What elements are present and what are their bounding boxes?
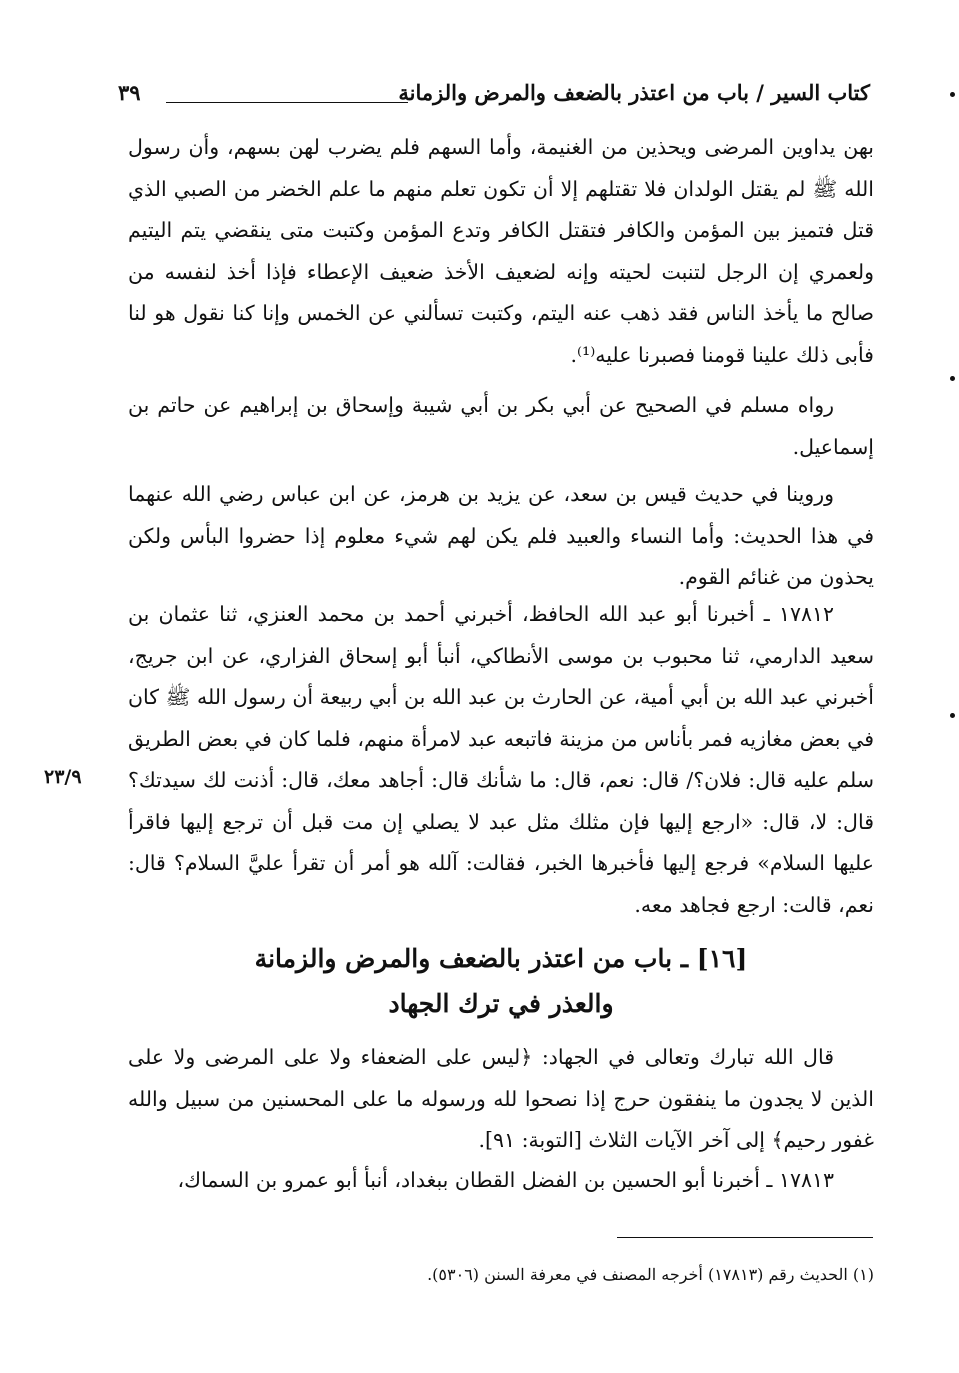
section-heading-line2: والعذر في ترك الجهاد xyxy=(388,989,614,1018)
margin-volume-page-note: ٢٣/٩ xyxy=(44,766,82,788)
edge-mark xyxy=(950,376,955,381)
paragraph-hadith-17813: ١٧٨١٣ ـ أخبرنا أبو الحسين بن الفضل القطان ببغداد، أنبأ أبو عمرو بن السماك، xyxy=(177,1168,834,1192)
page-number: ٣٩ xyxy=(118,80,141,105)
edge-mark xyxy=(950,92,955,97)
section-heading-line1: [١٦] ـ باب من اعتذر بالضعف والمرض والزمانة xyxy=(254,944,748,973)
paragraph-muslim-narration: رواه مسلم في الصحيح عن أبي بكر بن أبي شيبة وإسحاق بن إبراهيم عن حاتم بن إسماعيل. xyxy=(128,393,874,459)
paragraph-quran-verse: قال الله تبارك وتعالى في الجهاد: ﴿ليس على الضعفاء ولا على المرضى ولا على الذين لا يجدون ما ينفقون حرج إذا نصحوا لله ورسوله ما على المحسنين من سبيل والله غفور رحيم﴾ إلى آخر الآيات الثلاث [التوبة: ٩١]. xyxy=(128,1045,874,1152)
footnote-rule xyxy=(617,1237,873,1238)
paragraph-hadith-17812: ١٧٨١٢ ـ أخبرنا أبو عبد الله الحافظ، أخبرني أحمد بن محمد العنزي، ثنا عثمان بن سعيد الدارمي، ثنا محبوب بن موسى الأنطاكي، أنبأ أبو إسحاق الفزاري، عن ابن جريج، أخبرني عبد الله بن أبي أمية، عن الحارث بن عبد الله بن أبي ربيعة أن رسول الله ﷺ كان في بعض مغازيه فمر بأناس من مزينة فاتبعه عبد لامرأة منهم، فلما كان في بعض الطريق سلم عليه قال: فلان؟/ قال: نعم، قال: ما شأنك قال: أجاهد معك، قال: أذنت لك سيدتك؟ قال: لا، قال: «ارجع إليها فإن مثلك مثل عبد لا يصلي إن مت قبل أن ترجع إليها فاقرأ عليها السلام» فرجع إليها فأخبرها الخبر، فقالت: آلله هو أمر أن تقرأ عليَّ السلام؟ قال: نعم، قالت: ارجع فجاهد معه. xyxy=(128,602,874,917)
running-header-title: كتاب السير / باب من اعتذر بالضعف والمرض والزمانة xyxy=(398,80,870,105)
header-rule xyxy=(166,102,408,103)
footnote: (١) الحديث رقم (١٧٨١٣) أخرجه المصنف في معرفة السنن (٥٣٠٦). xyxy=(427,1265,874,1284)
section-heading xyxy=(128,936,874,1026)
paragraph-qays-narration: وروينا في حديث قيس بن سعد، عن يزيد بن هرمز، عن ابن عباس رضي الله عنهما في هذا الحديث: وأما النساء والعبيد فلم يكن لهم شيء معلوم إذا حضروا البأس ولكن يحذون من غنائم القوم. xyxy=(128,482,874,589)
running-header xyxy=(118,80,870,120)
edge-mark xyxy=(950,713,955,718)
paragraph-continuation: بهن يداوين المرضى ويحذين من الغنيمة، وأما السهم فلم يضرب لهن بسهم، وأن رسول الله ﷺ لم يقتل الولدان فلا تقتلهم إلا أن تكون تعلم منهم ما علم الخضر من الصبي الذي قتل فتميز بين المؤمن والكافر فتقتل الكافر وتدع المؤمن وكتبت متى ينقضي يتم اليتيم ولعمري إن الرجل لتنبت لحيته وإنه لضعيف الأخذ ضعيف الإعطاء فإذا أخذ لنفسه من صالح ما يأخذ الناس فقد ذهب عنه اليتم، وكتبت تسألني عن الخمس وإنا كنا نقول هو لنا فأبى ذلك علينا قومنا فصبرنا عليه⁽¹⁾. xyxy=(128,135,874,367)
